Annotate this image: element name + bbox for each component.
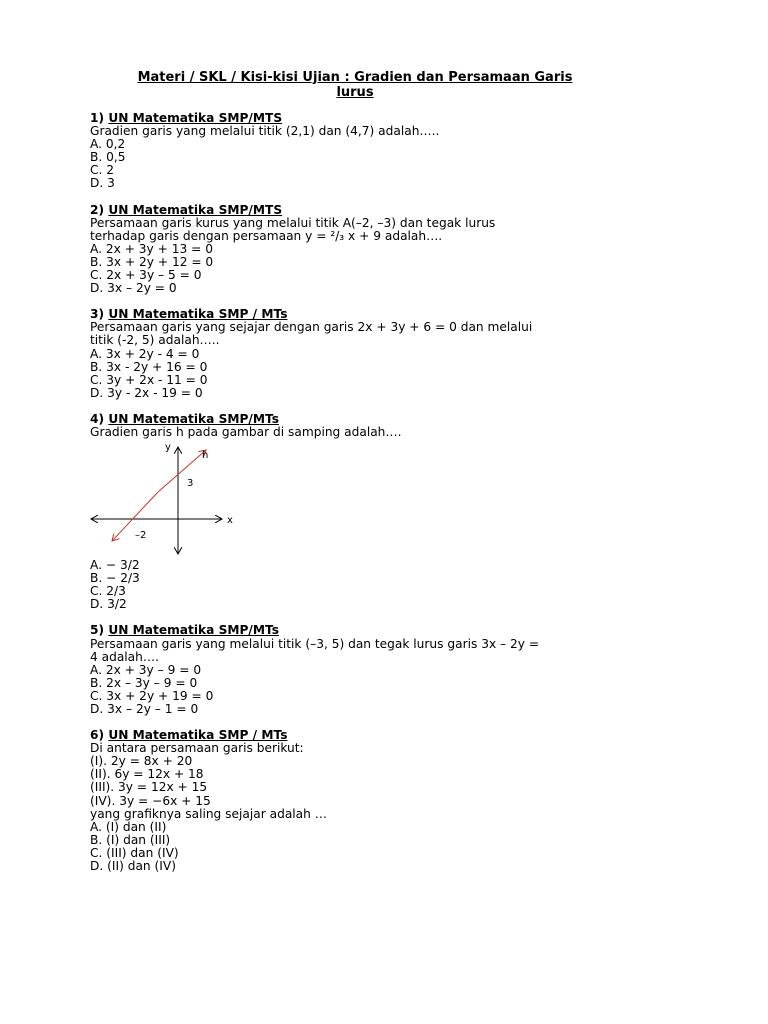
question-stem-line-1: Persamaan garis yang sejajar dengan garis 2x + 3y + 6 = 0 dan melalui [90,320,533,335]
question-number: 2) [90,202,105,217]
option-a: A. 3x + 2y - 4 = 0 [90,346,200,361]
question-number: 3) [90,307,105,322]
option-c: C. 3x + 2y + 19 = 0 [90,688,214,703]
option-c: C. 3y + 2x - 11 = 0 [90,372,208,387]
line-h-label: h [202,450,209,462]
y-intercept-label: 3 [187,478,194,490]
option-a: A. 2x + 3y + 13 = 0 [90,241,213,256]
question-2 [90,204,620,296]
option-a: A. 0,2 [90,137,126,152]
question-source: UN Matematika SMP/MTS [108,111,283,125]
question-stem-line-2: terhadap garis dengan persamaan y = ²/₃ x + 9 adalah…. [90,228,443,243]
coordinate-graph [88,442,248,557]
question-3 [90,308,620,400]
question-number: 1) [90,111,105,125]
question-source: UN Matematika SMP/MTs [108,623,279,638]
title-line-1: Materi / SKL / Kisi-kisi Ujian : Gradien dan Persamaan Garis [137,70,573,85]
option-c: C. 2 [90,163,115,178]
question-stem: Gradien garis yang melalui titik (2,1) dan (4,7) adalah….. [90,124,440,139]
y-axis-label: y [165,442,171,454]
option-b: B. − 2/3 [90,571,140,586]
question-stem-line-1: Di antara persamaan garis berikut: [90,741,304,756]
equation-1: (I). 2y = 8x + 20 [90,754,193,769]
question-source: UN Matematika SMP/MTs [108,411,279,426]
line-h [158,450,209,492]
question-stem-line-2: yang grafiknya saling sejajar adalah … [90,806,327,821]
option-a: A. (I) dan (II) [90,819,167,834]
document-page [90,70,620,886]
option-d: D. 3y - 2x - 19 = 0 [90,385,203,400]
question-stem-line-1: Persamaan garis kurus yang melalui titik A(–2, –3) dan tegak lurus [90,215,496,230]
x-intercept-label: –2 [135,530,147,542]
option-c: C. 2x + 3y – 5 = 0 [90,268,202,283]
question-source: UN Matematika SMP / MTs [108,307,288,322]
question-source: UN Matematika SMP / MTs [108,728,288,743]
option-d: D. 3 [90,176,115,191]
option-b: B. 0,5 [90,150,126,165]
option-d: D. (II) dan (IV) [90,859,176,874]
equation-2: (II). 6y = 12x + 18 [90,767,204,782]
graph-figure [88,442,248,557]
document-title [90,70,620,100]
option-a: A. − 3/2 [90,558,140,573]
question-stem-line-2: 4 adalah…. [90,649,159,664]
x-axis-label: x [227,515,233,527]
question-stem: Gradien garis h pada gambar di samping adalah…. [90,424,402,439]
equation-4: (IV). 3y = −6x + 15 [90,793,211,808]
option-c: C. 2/3 [90,584,126,599]
question-number: 4) [90,411,105,426]
question-header [90,413,620,426]
option-d: D. 3x – 2y = 0 [90,281,177,296]
option-c: C. (III) dan (IV) [90,845,179,860]
question-stem-line-2: titik (-2, 5) adalah….. [90,333,220,348]
equation-3: (III). 3y = 12x + 15 [90,780,208,795]
option-d: D. 3x – 2y – 1 = 0 [90,702,199,716]
title-line-2: lurus [336,85,374,100]
option-b: B. 3x - 2y + 16 = 0 [90,359,208,374]
question-stem-line-1: Persamaan garis yang melalui titik (–3, 5) dan tegak lurus garis 3x – 2y = [90,636,540,651]
question-1 [90,112,620,191]
question-number: 6) [90,728,105,743]
question-6 [90,729,620,873]
option-b: B. (I) dan (III) [90,832,171,847]
question-4 [90,413,620,612]
question-header [90,624,620,637]
question-source: UN Matematika SMP/MTS [108,202,283,217]
option-b: B. 2x – 3y – 9 = 0 [90,675,198,690]
question-5 [90,624,620,716]
option-d: D. 3/2 [90,597,127,612]
option-b: B. 3x + 2y + 12 = 0 [90,254,214,269]
question-number: 5) [90,623,105,638]
question-header [90,204,620,217]
option-a: A. 2x + 3y – 9 = 0 [90,662,202,677]
